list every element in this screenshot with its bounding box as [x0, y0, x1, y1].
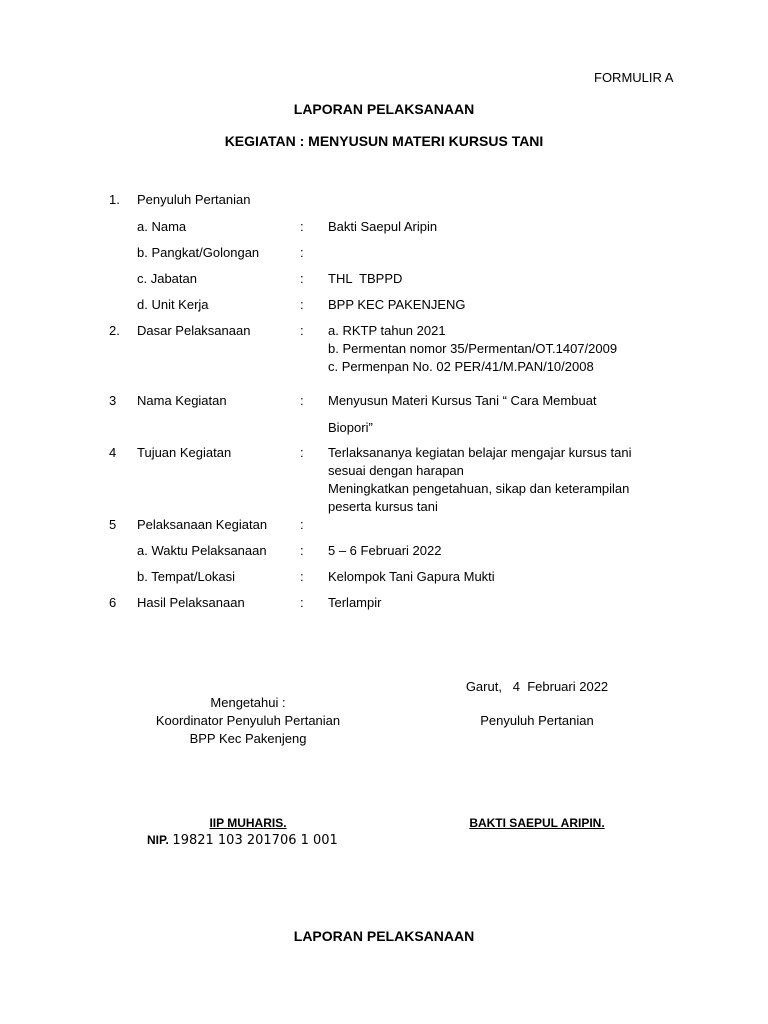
- place-date: Garut, 4 Februari 2022: [465, 679, 609, 694]
- pangkat-label: b. Pangkat/Golongan: [137, 245, 260, 260]
- colon: :: [300, 595, 304, 610]
- nama-kegiatan-value-2: Biopori”: [328, 420, 373, 435]
- colon: :: [300, 517, 304, 532]
- nama-kegiatan-value-1: Menyusun Materi Kursus Tani “ Cara Membuat: [328, 393, 597, 408]
- nama-label: a. Nama: [137, 219, 187, 234]
- mengetahui-label: Mengetahui :: [210, 695, 286, 710]
- nama-value: Bakti Saepul Aripin: [328, 219, 438, 234]
- tujuan-value-2: sesuai dengan harapan: [328, 463, 464, 478]
- nip-label: NIP.: [147, 833, 169, 847]
- bpp-label: BPP Kec Pakenjeng: [189, 731, 307, 746]
- colon: :: [300, 245, 304, 260]
- hasil-value: Terlampir: [328, 595, 382, 610]
- tempat-label: b. Tempat/Lokasi: [137, 569, 236, 584]
- tujuan-value-3: Meningkatkan pengetahuan, sikap dan keterampilan: [328, 481, 630, 496]
- footer-title: LAPORAN PELAKSANAAN: [293, 928, 475, 944]
- tujuan-value-4: peserta kursus tani: [328, 499, 438, 514]
- penyuluh-label: Penyuluh Pertanian: [137, 192, 251, 207]
- colon: :: [300, 271, 304, 286]
- koordinator-title: Koordinator Penyuluh Pertanian: [155, 713, 341, 728]
- unit-kerja-label: d. Unit Kerja: [137, 297, 209, 312]
- dasar-value-3: c. Permenpan No. 02 PER/41/M.PAN/10/2008: [328, 359, 594, 374]
- right-signer-name: BAKTI SAEPUL ARIPIN.: [469, 816, 605, 830]
- item-number-1: 1.: [109, 192, 120, 207]
- item-number-5: 5: [109, 517, 117, 532]
- penyuluh-title: Penyuluh Pertanian: [480, 713, 594, 728]
- pelaksanaan-label: Pelaksanaan Kegiatan: [137, 517, 268, 532]
- item-number-6: 6: [109, 595, 117, 610]
- colon: :: [300, 323, 304, 338]
- dasar-label: Dasar Pelaksanaan: [137, 323, 251, 338]
- nama-kegiatan-label: Nama Kegiatan: [137, 393, 227, 408]
- colon: :: [300, 543, 304, 558]
- colon: :: [300, 569, 304, 584]
- waktu-label: a. Waktu Pelaksanaan: [137, 543, 267, 558]
- dasar-value-1: a. RKTP tahun 2021: [328, 323, 446, 338]
- colon: :: [300, 445, 304, 460]
- report-title: LAPORAN PELAKSANAAN: [293, 101, 475, 117]
- nip-line: [147, 831, 338, 850]
- jabatan-label: c. Jabatan: [137, 271, 197, 286]
- form-code: FORMULIR A: [594, 70, 674, 85]
- tujuan-label: Tujuan Kegiatan: [137, 445, 232, 460]
- jabatan-value: THL TBPPD: [328, 271, 403, 286]
- nip-value: 19821 103 201706 1 001: [172, 833, 338, 848]
- unit-kerja-value: BPP KEC PAKENJENG: [328, 297, 466, 312]
- left-signer-name: IIP MUHARIS.: [209, 816, 287, 830]
- item-number-3: 3: [109, 393, 117, 408]
- waktu-value: 5 – 6 Februari 2022: [328, 543, 442, 558]
- item-number-2: 2.: [109, 323, 120, 338]
- colon: :: [300, 393, 304, 408]
- tempat-value: Kelompok Tani Gapura Mukti: [328, 569, 495, 584]
- colon: :: [300, 297, 304, 312]
- report-subtitle: KEGIATAN : MENYUSUN MATERI KURSUS TANI: [224, 133, 544, 149]
- hasil-label: Hasil Pelaksanaan: [137, 595, 245, 610]
- dasar-value-2: b. Permentan nomor 35/Permentan/OT.1407/2009: [328, 341, 618, 356]
- item-number-4: 4: [109, 445, 117, 460]
- colon: :: [300, 219, 304, 234]
- tujuan-value-1: Terlaksananya kegiatan belajar mengajar kursus tani: [328, 445, 632, 460]
